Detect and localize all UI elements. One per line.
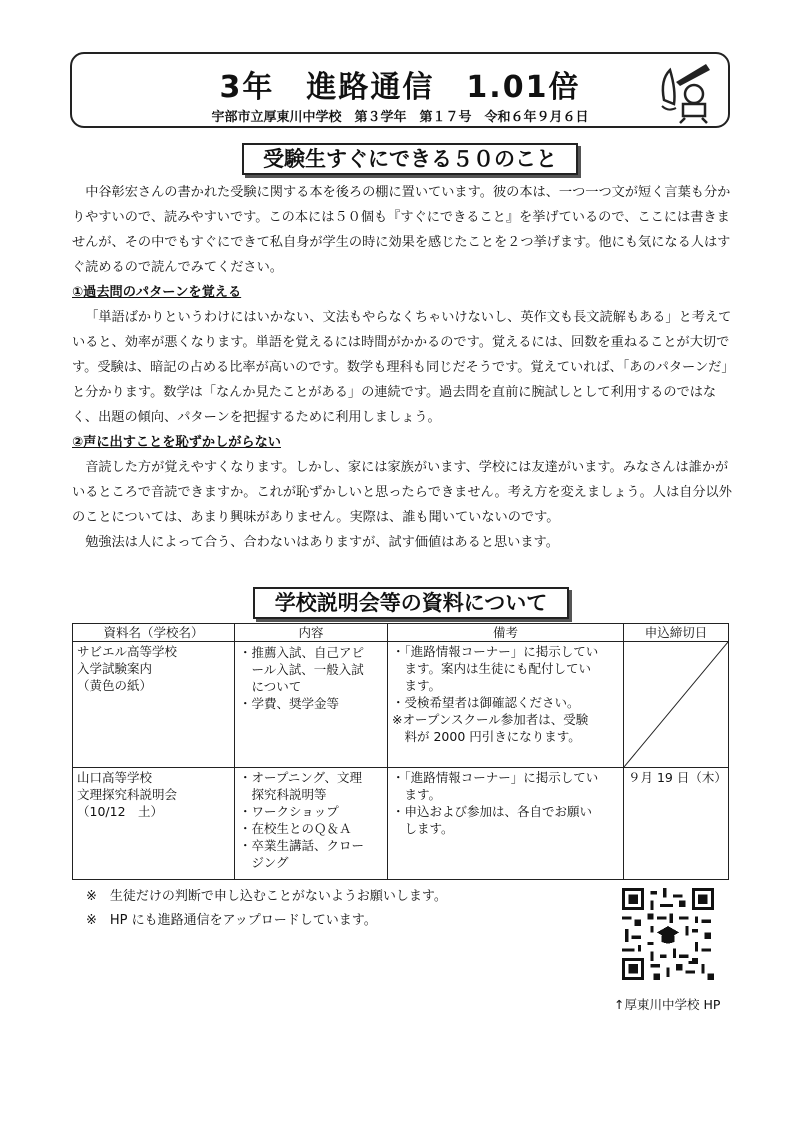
table-header-row bbox=[73, 624, 729, 642]
cell-line: 入学試験案内 bbox=[77, 661, 153, 676]
cell-line: ール入試、一般入試 bbox=[239, 662, 364, 677]
column-header-name: 資料名（学校名） bbox=[73, 624, 235, 642]
column-header-content: 内容 bbox=[235, 624, 388, 642]
cell-line: サビエル高等学校 bbox=[77, 644, 178, 659]
newsletter-title: 3年 進路通信 1.01倍 bbox=[219, 70, 581, 105]
cell-line: ※オープンスクール参加者は、受験 bbox=[392, 712, 589, 727]
column-header-remarks: 備考 bbox=[388, 624, 624, 642]
school-mascot-logo-icon bbox=[656, 60, 714, 124]
section-heading-school-materials: 学校説明会等の資料について bbox=[253, 587, 569, 619]
school-name-cell bbox=[73, 642, 235, 768]
cell-line: （10/12 土） bbox=[77, 804, 164, 819]
remarks-cell bbox=[388, 642, 624, 768]
point1-heading: ①過去問のパターンを覚える bbox=[72, 285, 242, 300]
newsletter-header bbox=[70, 52, 730, 128]
content-cell bbox=[235, 768, 388, 880]
cell-line: 山口高等学校 bbox=[77, 770, 153, 785]
cell-line: ます。 bbox=[392, 787, 442, 802]
cell-line: ・学費、奨学金等 bbox=[239, 696, 340, 711]
deadline-cell-empty bbox=[624, 642, 729, 768]
school-name-cell bbox=[73, 768, 235, 880]
cell-line: ・ワークショップ bbox=[239, 804, 339, 819]
cell-line: ・受検希望者は御確認ください。 bbox=[392, 695, 580, 710]
intro-paragraph: 中谷彰宏さんの書かれた受験に関する本を後ろの棚に置いています。彼の本は、一つ一つ文が短く言葉も分かりやすいので、読みやすいです。この本には５０個も『すぐにできること』を挙げているので、ここには書きませんが、その中でもすぐにできて私自身が学生の時に効果を感じたことを２つ挙げます。他にも気になる人はすぐ読めるので読んでみてください。 bbox=[72, 185, 731, 275]
point1-paragraph: 「単語ばかりというわけにはいかない、文法もやらなくちゃいけないし、英作文も長文読解もある」と考えていると、効率が悪くなります。単語を覚えるには時間がかかるのです。覚えるには、回数を重ねることが大切です。受験は、暗記の占める比率が高いのです。数学も理科も同じだそうです。覚えていれば、「あのパターンだ」と分かります。数学は「なんか見たことがある」の連続です。過去問を直前に腕試しとして利用するのではなく、出題の傾向、パターンを把握するために利用しましょう。 bbox=[72, 310, 732, 425]
qr-caption: ↑厚東川中学校 HP bbox=[614, 997, 721, 1012]
article-body bbox=[72, 180, 732, 555]
table-row bbox=[73, 768, 729, 880]
cell-line: （黄色の紙） bbox=[77, 678, 153, 693]
point2-heading: ②声に出すことを恥ずかしがらない bbox=[72, 435, 281, 450]
section-heading-fifty-things: 受験生すぐにできる５０のこと bbox=[242, 143, 578, 175]
cell-line: ます。案内は生徒にも配付してい bbox=[392, 661, 592, 676]
cell-line: 文理探究科説明会 bbox=[77, 787, 178, 802]
cell-line: ・推薦入試、自己アピ bbox=[239, 645, 365, 660]
closing-paragraph: 勉強法は人によって合う、合わないはありますが、試す価値はあると思います。 bbox=[85, 535, 559, 550]
newsletter-issue-info: 宇部市立厚東川中学校 第３学年 第１７号 令和６年９月６日 bbox=[211, 110, 589, 125]
cell-line: ・申込および参加は、各自でお願い bbox=[392, 804, 593, 819]
cell-line: ・「進路情報コーナー」に掲示してい bbox=[392, 644, 599, 659]
footer-notes bbox=[86, 885, 447, 933]
cell-line: します。 bbox=[392, 821, 454, 836]
cell-line: 探究科説明等 bbox=[239, 787, 327, 802]
note-item: ※ HP にも進路通信をアップロードしています。 bbox=[86, 913, 377, 928]
content-cell bbox=[235, 642, 388, 768]
cell-line: ます。 bbox=[392, 678, 442, 693]
table-row bbox=[73, 642, 729, 768]
point2-paragraph: 音読した方が覚えやすくなります。しかし、家には家族がいます、学校には友達がいます。みなさんは誰かがいるところで音読できますか。これが恥ずかしいと思ったらできません。考え方を変えましょう。人は自分以外のことについては、あまり興味がありません。実際は、誰も聞いていないのです。 bbox=[72, 460, 732, 525]
column-header-deadline: 申込締切日 bbox=[624, 624, 729, 642]
note-item: ※ 生徒だけの判断で申し込むことがないようお願いします。 bbox=[86, 889, 447, 904]
school-materials-table bbox=[72, 623, 729, 880]
cell-line: について bbox=[239, 679, 302, 694]
qr-code-icon[interactable] bbox=[622, 888, 714, 980]
cell-line: ・「進路情報コーナー」に掲示してい bbox=[392, 770, 599, 785]
cell-line: ・オープニング、文理 bbox=[239, 770, 363, 785]
cell-line: 料が 2000 円引きになります。 bbox=[392, 729, 581, 744]
diagonal-strike bbox=[624, 642, 728, 767]
cell-line: ・卒業生講話、クロー bbox=[239, 838, 365, 853]
remarks-cell bbox=[388, 768, 624, 880]
cell-line: ジング bbox=[239, 855, 289, 870]
deadline-cell: ９月 19 日（木） bbox=[624, 768, 729, 880]
cell-line: ・在校生とのＱ＆Ａ bbox=[239, 821, 352, 836]
